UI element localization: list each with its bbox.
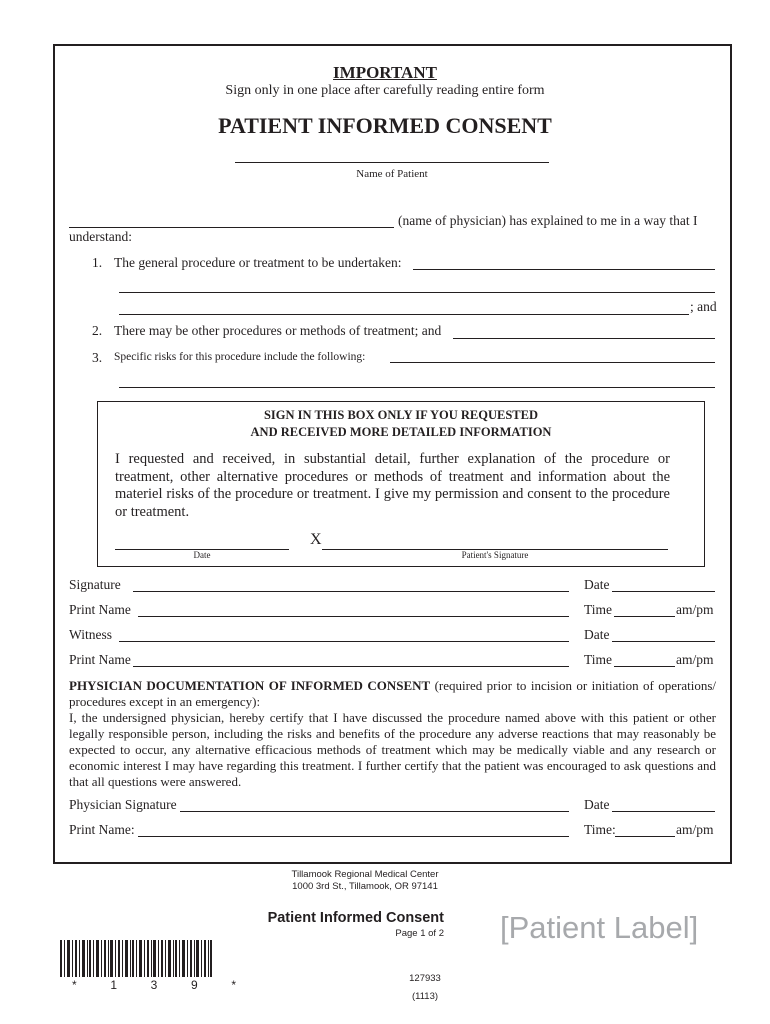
witness-date-label: Date [584,627,610,642]
witness-label: Witness [69,627,112,642]
time-field[interactable] [614,616,675,617]
witness-field[interactable] [119,641,569,642]
physician-certification: I, the undersigned physician, hereby certify that I have discussed the procedure named above with this patient or other legally responsible person, including the risks and benefits of the procedure any adverse reactions that may reasonably be expected to occur, any alternative efficacious methods of treatment which may be medically viable and any research or economic interest I may have regarding this treatment. I further certify that the patient was encouraged to ask questions and that all questions were answered. [69,710,716,789]
physician-time-label: Time: [584,822,616,837]
physician-print-name-field[interactable] [138,836,569,837]
item-3-text: Specific risks for this procedure include the following: [114,351,366,363]
patient-label-placeholder: [Patient Label] [500,910,699,945]
physician-name-field[interactable] [69,227,394,228]
time-label: Time [584,602,613,617]
witness-time-label: Time [584,652,613,667]
print-name-label: Print Name [69,602,131,617]
print-name-field[interactable] [138,616,569,617]
physician-heading-note: (required prior to incision or initiation of operations/ procedures except in an emergency): [69,678,716,709]
signature-date-field[interactable] [612,591,715,592]
understand-text: understand: [69,229,132,244]
physician-time-field[interactable] [615,836,675,837]
barcode [60,940,212,977]
patient-name-caption: Name of Patient [356,168,428,180]
sign-instruction: Sign only in one place after carefully reading entire form [225,83,545,98]
patient-signature-caption: Patient's Signature [461,550,529,560]
item-3-number: 3. [92,350,103,365]
physician-date-label: Date [584,797,610,812]
item-3-field[interactable] [390,362,715,363]
item-2-field[interactable] [453,338,715,339]
item-1-text: The general procedure or treatment to be undertaken: [114,255,402,270]
item-1-field[interactable] [413,269,715,270]
signature-field[interactable] [133,591,569,592]
witness-print-name-label: Print Name [69,652,131,667]
physician-explained-text: (name of physician) has explained to me in a way that I [398,213,698,228]
box-date-caption: Date [193,550,211,560]
signature-label: Signature [69,577,121,592]
form-revision: (1113) [411,991,439,1002]
item-2-text: There may be other procedures or methods of treatment; and [114,323,442,338]
page-number: Page 1 of 2 [395,928,444,939]
physician-time-ampm: am/pm [676,822,714,837]
physician-date-field[interactable] [612,811,715,812]
item-1-field-line3[interactable] [119,314,689,315]
physician-signature-field[interactable] [180,811,569,812]
witness-print-name-field[interactable] [133,666,569,667]
detailed-info-paragraph: I requested and received, in substantial detail, further explanation of the procedure or treatment, other alternative procedures or methods of treatment and information about the materiel risks of the procedure or treatment. I give my permission and consent to the procedure or treatment. [115,451,670,520]
item-1-number: 1. [92,255,103,270]
item-1-field-line2[interactable] [119,292,715,293]
time-ampm: am/pm [676,602,714,617]
important-heading: IMPORTANT [333,63,437,82]
witness-date-field[interactable] [612,641,715,642]
physician-signature-label: Physician Signature [69,797,177,812]
item-2-number: 2. [92,323,103,338]
physician-heading: PHYSICIAN DOCUMENTATION OF INFORMED CONSENT [69,678,431,693]
item-1-end-text: ; and [690,299,717,314]
form-title: Patient Informed Consent [267,910,444,926]
box-heading-line2: AND RECEIVED MORE DETAILED INFORMATION [250,425,552,439]
box-heading-line1: SIGN IN THIS BOX ONLY IF YOU REQUESTED [263,408,539,422]
physician-documentation [69,678,716,790]
org-name: Tillamook Regional Medical Center [291,869,439,880]
witness-time-field[interactable] [614,666,675,667]
item-3-field-line2[interactable] [119,387,715,388]
org-address: 1000 3rd St., Tillamook, OR 97141 [292,881,438,892]
witness-time-ampm: am/pm [676,652,714,667]
physician-print-name-label: Print Name: [69,822,135,837]
x-mark: X [310,531,322,548]
patient-name-field[interactable] [235,162,549,163]
form-number: 127933 [409,973,441,984]
signature-date-label: Date [584,577,610,592]
barcode-text: * 1 3 9 * [72,978,246,992]
page-title: PATIENT INFORMED CONSENT [218,113,552,138]
